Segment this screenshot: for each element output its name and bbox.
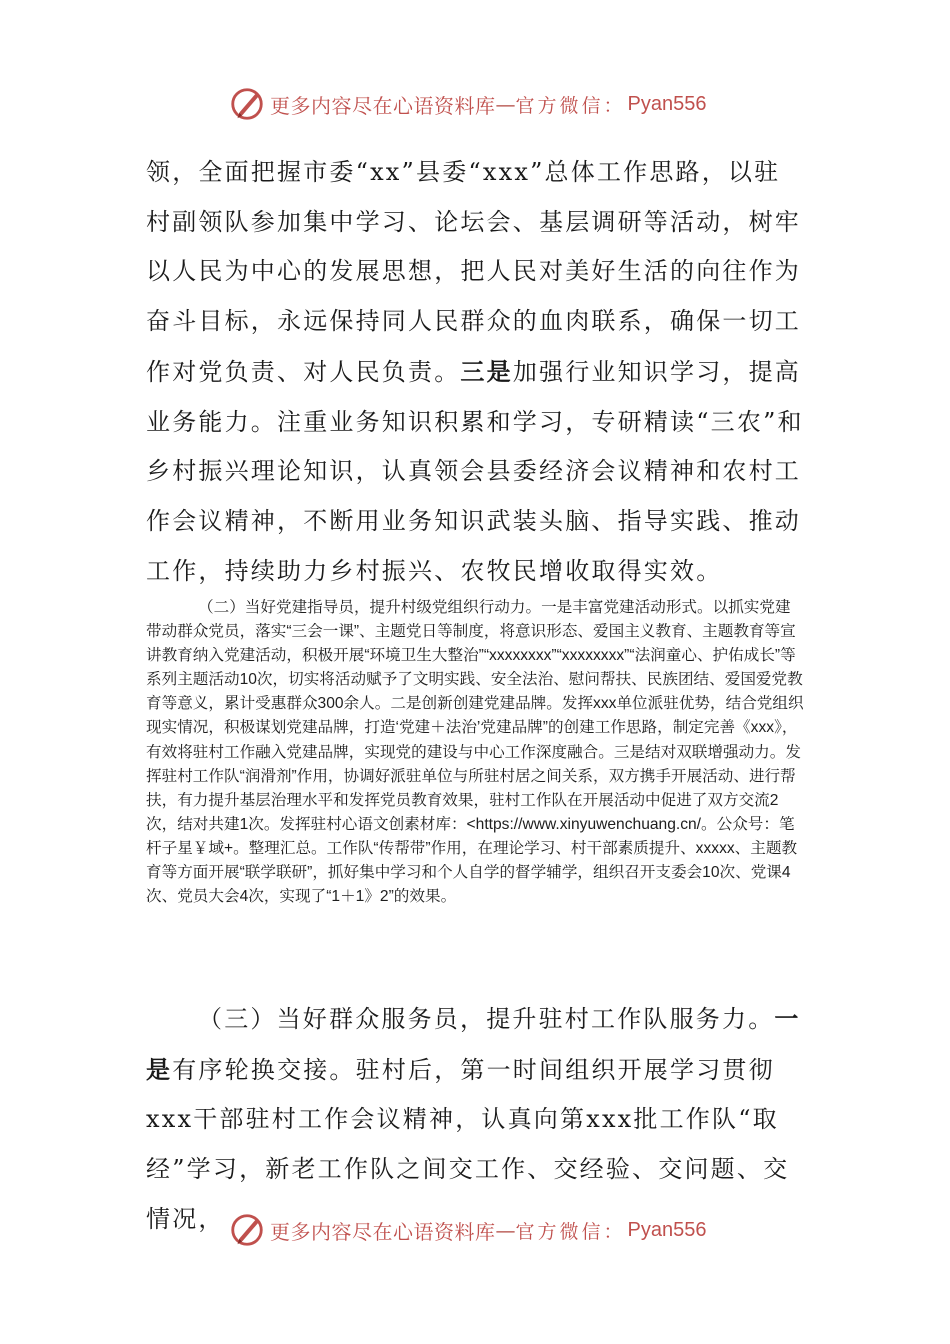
- banner-label: 官方微信：: [515, 1220, 626, 1243]
- paragraph-2: [146, 596, 806, 909]
- banner-separator: —: [495, 1218, 516, 1242]
- paragraph-3-bold: 一是: [146, 1004, 801, 1084]
- paragraph-1-text-b: 加强行业知识学习，提高业务能力。注重业务知识积累和学习，专研精读“三农”和乡村振兴理论知识，认真领会县委经济会议精神和农村工作会议精神，不断用业务知识武装头脑、指导实践、推动工作，持续助力乡村振兴、农牧民增收取得实效。: [146, 357, 804, 585]
- banner-text: 更多内容尽在心语资料库: [270, 93, 496, 118]
- banner-wechat-id: Pyan556: [627, 1218, 707, 1241]
- paragraph-1: [146, 148, 806, 596]
- paragraph-3-text-b: 有序轮换交接。驻村后，第一时间组织开展学习贯彻xxx干部驻村工作会议精神，认真向第xxx批工作队“取经”学习，新老工作队之间交工作、交经验、交问题、交情况，: [146, 1055, 790, 1233]
- paragraph-3-text-a: （三）当好群众服务员，提升驻村工作队服务力。: [198, 1005, 775, 1033]
- paragraph-3: [146, 994, 806, 1245]
- paragraph-1-text-a: 领，全面把握市委“xx”县委“xxx”总体工作思路，以驻村副领队参加集中学习、论坛会、基层调研等活动，树牢以人民为中心的发展思想，把人民对美好生活的向往作为奋斗目标，永远保持同人民群众的血肉联系，确保一切工作对党负责、对人民负责。: [146, 158, 801, 386]
- banner-text: 更多内容尽在心语资料库: [270, 1219, 496, 1244]
- footer-banner: [228, 1210, 706, 1250]
- banner-separator: —: [495, 92, 516, 116]
- paragraph-2-text: （二）当好党建指导员，提升村级党组织行动力。一是丰富党建活动形式。以抓实党建带动群众党员，落实“三会一课”、主题党日等制度，将意识形态、爱国主义教育、主题教育等宣讲教育纳入党建活动，积极开展“环境卫生大整治”“xxxxxxxx”“xxxxxxxx”“法润童心、护佑成长”等系列主题活动10次，切实将活动赋予了文明实践、安全法治、慰问帮扶、民族团结、爱国爱党教育等意义，累计受惠群众300余人。二是创新创建党建品牌。发挥xxx单位派驻优势，结合党组织现实情况，积极谋划党建品牌，打造‘党建＋法治’党建品牌”的创建工作思路，制定完善《xxx》，有效将驻村工作融入党建品牌，实现党的建设与中心工作深度融合。三是结对双联增强动力。发挥驻村工作队“润滑剂”作用，协调好派驻单位与所驻村居之间关系，双方携手开展活动、进行帮扶，有力提升基层治理水平和发挥党员教育效果，驻村工作队在开展活动中促进了双方交流2次，结对共建1次。发挥驻村心语文创素材库：<https://www.xinyuwenchuang.cn/。公众号：笔杆子星￥域+。整理汇总。工作队“传帮带”作用，在理论学习、村干部素质提升、xxxxx、主题教育等方面开展“联学联研”，抓好集中学习和个人自学的督学辅学，组织召开支委会10次、党课4次、党员大会4次，实现了“1＋1》2”的效果。: [146, 599, 804, 906]
- header-banner: [228, 84, 706, 124]
- pen-logo-icon: [228, 1211, 266, 1249]
- banner-label: 官方微信：: [515, 94, 626, 117]
- pen-logo-icon: [228, 85, 266, 123]
- paragraph-1-bold: 三是: [460, 356, 513, 386]
- banner-wechat-id: Pyan556: [627, 92, 707, 115]
